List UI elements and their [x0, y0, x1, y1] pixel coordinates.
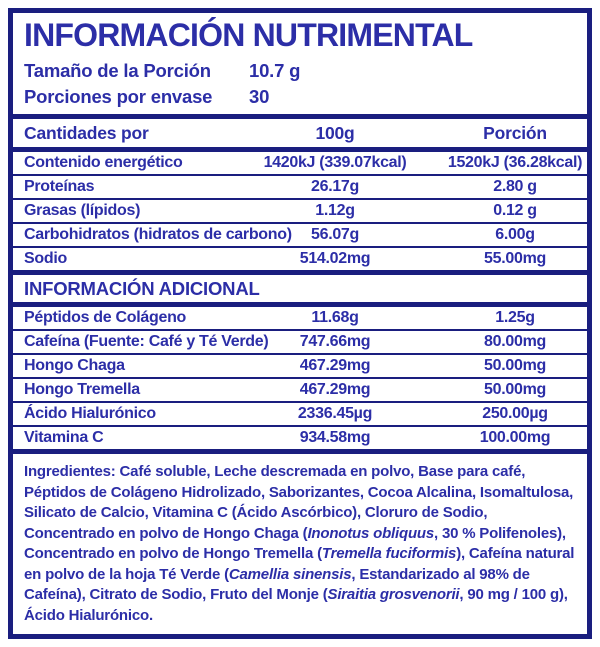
table-row — [22, 379, 578, 401]
table-row — [22, 403, 578, 425]
value-100g: 11.68g — [311, 309, 359, 326]
serving-size-value: 10.7 g — [249, 60, 301, 81]
value-portion: 250.00µg — [482, 405, 548, 422]
table-row — [22, 152, 583, 174]
ingredients-text: , 30 % Polifenoles), Concentrado en polvo de Hongo Tremella ( — [24, 524, 566, 562]
value-100g: 56.07g — [310, 226, 360, 243]
value-portion: 2.80 g — [493, 178, 537, 195]
nutrient-name: Contenido energético — [24, 154, 183, 171]
value-100g: 934.58mg — [299, 429, 371, 446]
nutrient-name: Cafeína (Fuente: Café y Té Verde) — [24, 333, 269, 350]
ingredients-text: , Estandarizado al 98% de Cafeína), Citrato de Sodio, Fruto del Monje ( — [24, 565, 530, 603]
ingredients-text: , 90 mg / 100 g), Ácido Hialurónico. — [24, 586, 568, 624]
value-portion: 50.00mg — [484, 357, 546, 374]
serving-size-row — [24, 58, 576, 84]
value-100g: 1.12g — [315, 202, 355, 219]
value-portion: 50.00mg — [484, 381, 546, 398]
scientific-name: Siraitia grosvenorii — [327, 586, 460, 603]
value-100g: 26.17g — [310, 178, 360, 195]
nutrient-name: Sodio — [24, 250, 67, 267]
value-portion: 100.00mg — [479, 429, 551, 446]
table-row — [22, 331, 578, 353]
nutrient-table — [22, 152, 583, 270]
servings-per-container-row — [24, 84, 576, 110]
table-row — [22, 176, 578, 198]
value-100g: 747.66mg — [299, 333, 371, 350]
table-row — [22, 427, 578, 449]
value-portion: 0.12 g — [493, 202, 537, 219]
value-100g: 467.29mg — [299, 357, 371, 374]
table-row — [22, 307, 578, 329]
value-portion: 80.00mg — [484, 333, 546, 350]
value-100g: 514.02mg — [299, 250, 371, 267]
value-portion: 1520kJ (36.28kcal) — [447, 154, 583, 171]
nutrient-name: Péptidos de Colágeno — [24, 309, 187, 326]
column-header-100g: 100g — [315, 123, 355, 143]
nutrient-name: Hongo Chaga — [24, 357, 125, 374]
table-row — [22, 355, 578, 377]
column-header-amounts: Cantidades por — [24, 123, 149, 143]
ingredients-text: ), Cafeína natural en polvo de la hoja Té Verde ( — [24, 545, 575, 583]
serving-size-label: Tamaño de la Porción — [24, 60, 211, 81]
nutrient-name: Carbohidratos (hidratos de carbono) — [24, 226, 292, 243]
nutrition-label — [8, 8, 592, 639]
table-row — [22, 248, 578, 270]
label-header — [22, 13, 578, 114]
value-portion: 1.25g — [495, 309, 535, 326]
value-100g: 1420kJ (339.07kcal) — [263, 154, 407, 171]
ingredients-paragraph — [22, 454, 578, 626]
servings-per-container-value: 30 — [249, 86, 270, 107]
nutrient-name: Hongo Tremella — [24, 381, 140, 398]
nutrient-name: Proteínas — [24, 178, 95, 195]
additional-info-table — [22, 307, 578, 449]
column-header-portion: Porción — [483, 123, 547, 143]
scientific-name: Camellia sinensis — [228, 565, 352, 583]
nutrient-name: Vitamina C — [24, 429, 104, 446]
additional-info-title: INFORMACIÓN ADICIONAL — [24, 278, 260, 299]
nutrient-name: Grasas (lípidos) — [24, 202, 141, 219]
ingredients-text: Ingredientes: Café soluble, Leche descremada en polvo, Base para café, Péptidos de Colágeno Hidrolizado, Saborizantes, Cocoa Alcalina, Isomaltulosa, Silicato de Calcio, Vitamina C (Ácido Ascórbico), Cloruro de Sodio, Concentrado en polvo de Hongo Chaga ( — [24, 463, 574, 542]
table-row — [22, 224, 578, 246]
table-row — [22, 200, 578, 222]
table-header-row — [22, 119, 578, 147]
scientific-name: Inonotus obliquus — [307, 524, 435, 542]
value-portion: 55.00mg — [484, 250, 546, 267]
page-title: INFORMACIÓN NUTRIMENTAL — [24, 17, 473, 53]
value-100g: 2336.45µg — [297, 405, 373, 422]
servings-per-container-label: Porciones por envase — [24, 86, 213, 107]
nutrient-name: Ácido Hialurónico — [24, 405, 156, 422]
value-portion: 6.00g — [495, 226, 535, 243]
value-100g: 467.29mg — [299, 381, 371, 398]
scientific-name: Tremella fuciformis — [321, 545, 457, 562]
